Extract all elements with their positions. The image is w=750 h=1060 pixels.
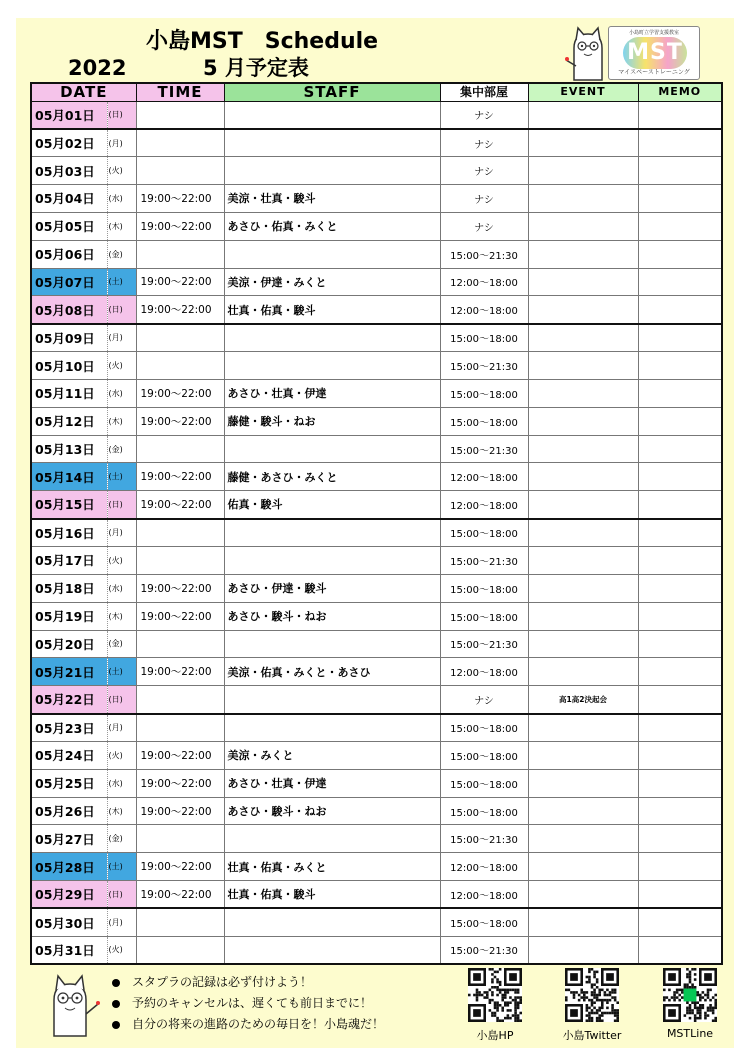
memo-column-header: MEMO — [638, 83, 722, 101]
bullet-icon — [112, 1021, 120, 1029]
weekday-cell: (日) — [107, 491, 136, 519]
year-label: 2022 — [68, 56, 127, 80]
table-row — [31, 212, 722, 240]
memo-cell — [638, 547, 722, 575]
event-cell — [528, 157, 638, 185]
staff-cell — [224, 908, 440, 936]
memo-cell — [638, 825, 722, 853]
time-cell — [136, 352, 224, 380]
cat-mascot-icon — [40, 974, 100, 1038]
room-cell: 15:00～18:00 — [440, 324, 528, 352]
staff-cell: 壮真・佑真・駿斗 — [224, 881, 440, 909]
staff-cell: 藤健・駿斗・ねお — [224, 407, 440, 435]
event-cell — [528, 853, 638, 881]
table-row — [31, 825, 722, 853]
time-cell: 19:00～22:00 — [136, 574, 224, 602]
page-title: 小島MST Schedule — [146, 29, 379, 54]
event-cell — [528, 185, 638, 213]
memo-cell — [638, 797, 722, 825]
table-row — [31, 240, 722, 268]
staff-cell — [224, 714, 440, 742]
room-cell: 15:00～21:30 — [440, 936, 528, 964]
table-row — [31, 491, 722, 519]
table-row — [31, 936, 722, 964]
weekday-cell: (火) — [107, 547, 136, 575]
time-cell — [136, 240, 224, 268]
schedule-table — [30, 82, 723, 965]
room-cell: 12:00～18:00 — [440, 658, 528, 686]
memo-cell — [638, 240, 722, 268]
event-cell — [528, 519, 638, 547]
room-cell: 15:00～18:00 — [440, 797, 528, 825]
staff-cell: あさひ・駿斗・ねお — [224, 602, 440, 630]
event-cell — [528, 129, 638, 157]
staff-cell: あさひ・壮真・伊達 — [224, 769, 440, 797]
table-row — [31, 881, 722, 909]
weekday-cell: (月) — [107, 908, 136, 936]
notes-list — [112, 972, 384, 1035]
memo-cell — [638, 268, 722, 296]
memo-cell — [638, 129, 722, 157]
date-cell: 05月09日 — [31, 324, 107, 352]
weekday-cell: (金) — [107, 825, 136, 853]
staff-cell — [224, 630, 440, 658]
date-cell: 05月15日 — [31, 491, 107, 519]
room-cell: 15:00～18:00 — [440, 519, 528, 547]
time-cell — [136, 936, 224, 964]
staff-cell — [224, 101, 440, 129]
staff-cell: 美涼・佑真・みくと・あさひ — [224, 658, 440, 686]
event-cell — [528, 101, 638, 129]
event-cell — [528, 574, 638, 602]
event-cell — [528, 407, 638, 435]
weekday-cell: (木) — [107, 797, 136, 825]
staff-cell: 美涼・伊達・みくと — [224, 268, 440, 296]
event-cell — [528, 352, 638, 380]
memo-cell — [638, 407, 722, 435]
event-cell — [528, 212, 638, 240]
time-cell — [136, 101, 224, 129]
footer — [30, 968, 721, 1043]
event-cell — [528, 491, 638, 519]
event-cell — [528, 463, 638, 491]
event-cell — [528, 547, 638, 575]
weekday-cell: (金) — [107, 630, 136, 658]
qr-hp[interactable] — [460, 968, 530, 1043]
staff-cell — [224, 240, 440, 268]
weekday-cell: (土) — [107, 463, 136, 491]
event-cell — [528, 881, 638, 909]
staff-cell: 美涼・壮真・駿斗 — [224, 185, 440, 213]
room-cell: 15:00～21:30 — [440, 547, 528, 575]
room-cell: 12:00～18:00 — [440, 463, 528, 491]
weekday-cell: (土) — [107, 268, 136, 296]
room-cell: 15:00～18:00 — [440, 602, 528, 630]
weekday-cell: (月) — [107, 714, 136, 742]
date-cell: 05月21日 — [31, 658, 107, 686]
qr-line[interactable] — [655, 968, 725, 1040]
memo-cell — [638, 853, 722, 881]
table-row — [31, 908, 722, 936]
room-cell: 15:00～18:00 — [440, 741, 528, 769]
qr-label: 小島HP — [476, 1029, 514, 1042]
room-cell: 15:00～21:30 — [440, 435, 528, 463]
qr-code-icon — [468, 968, 522, 1022]
weekday-cell: (月) — [107, 519, 136, 547]
header-row — [31, 83, 722, 101]
memo-cell — [638, 714, 722, 742]
table-row — [31, 407, 722, 435]
staff-column-header: STAFF — [224, 83, 440, 101]
weekday-cell: (水) — [107, 185, 136, 213]
weekday-cell: (木) — [107, 212, 136, 240]
table-row — [31, 324, 722, 352]
qr-code-icon — [663, 968, 717, 1022]
memo-cell — [638, 908, 722, 936]
staff-cell: 壮真・佑真・駿斗 — [224, 296, 440, 324]
date-cell: 05月16日 — [31, 519, 107, 547]
table-row — [31, 741, 722, 769]
month-label: 5 月予定表 — [203, 56, 309, 80]
event-cell — [528, 630, 638, 658]
room-cell: ナシ — [440, 157, 528, 185]
weekday-cell: (木) — [107, 602, 136, 630]
staff-cell: あさひ・駿斗・ねお — [224, 797, 440, 825]
event-cell — [528, 825, 638, 853]
memo-cell — [638, 185, 722, 213]
table-row — [31, 714, 722, 742]
table-row — [31, 129, 722, 157]
weekday-cell: (日) — [107, 881, 136, 909]
room-cell: 15:00～21:30 — [440, 825, 528, 853]
time-cell: 19:00～22:00 — [136, 853, 224, 881]
time-cell: 19:00～22:00 — [136, 212, 224, 240]
time-cell — [136, 630, 224, 658]
room-cell: ナシ — [440, 129, 528, 157]
time-cell — [136, 547, 224, 575]
staff-cell: あさひ・壮真・伊達 — [224, 379, 440, 407]
memo-cell — [638, 435, 722, 463]
table-row — [31, 658, 722, 686]
staff-cell — [224, 324, 440, 352]
date-cell: 05月27日 — [31, 825, 107, 853]
room-cell: 15:00～18:00 — [440, 379, 528, 407]
time-cell: 19:00～22:00 — [136, 268, 224, 296]
time-cell — [136, 714, 224, 742]
logo-box — [608, 26, 700, 80]
memo-cell — [638, 491, 722, 519]
weekday-cell: (水) — [107, 379, 136, 407]
table-row — [31, 101, 722, 129]
memo-cell — [638, 379, 722, 407]
table-row — [31, 547, 722, 575]
staff-cell: あさひ・伊達・駿斗 — [224, 574, 440, 602]
weekday-cell: (日) — [107, 101, 136, 129]
event-column-header: EVENT — [528, 83, 638, 101]
staff-cell: あさひ・佑真・みくと — [224, 212, 440, 240]
staff-cell — [224, 129, 440, 157]
event-cell — [528, 797, 638, 825]
time-cell: 19:00～22:00 — [136, 797, 224, 825]
table-row — [31, 519, 722, 547]
event-cell — [528, 240, 638, 268]
weekday-cell: (土) — [107, 853, 136, 881]
weekday-cell: (日) — [107, 686, 136, 714]
room-cell: 12:00～18:00 — [440, 491, 528, 519]
staff-cell — [224, 435, 440, 463]
logo-mark: MST — [623, 37, 687, 69]
date-cell: 05月23日 — [31, 714, 107, 742]
staff-cell — [224, 352, 440, 380]
event-cell — [528, 936, 638, 964]
memo-cell — [638, 157, 722, 185]
memo-cell — [638, 602, 722, 630]
time-cell — [136, 435, 224, 463]
room-cell: 15:00～18:00 — [440, 714, 528, 742]
room-cell: 12:00～18:00 — [440, 296, 528, 324]
qr-code-icon — [565, 968, 619, 1022]
table-row — [31, 602, 722, 630]
memo-cell — [638, 296, 722, 324]
weekday-cell: (水) — [107, 769, 136, 797]
staff-cell — [224, 157, 440, 185]
room-cell: 15:00～18:00 — [440, 769, 528, 797]
cat-mascot-icon — [564, 26, 612, 82]
event-cell — [528, 658, 638, 686]
memo-cell — [638, 324, 722, 352]
date-cell: 05月12日 — [31, 407, 107, 435]
time-cell: 19:00～22:00 — [136, 463, 224, 491]
event-cell — [528, 908, 638, 936]
time-cell — [136, 686, 224, 714]
table-row — [31, 769, 722, 797]
weekday-cell: (金) — [107, 240, 136, 268]
memo-cell — [638, 936, 722, 964]
memo-cell — [638, 769, 722, 797]
weekday-cell: (月) — [107, 324, 136, 352]
memo-cell — [638, 881, 722, 909]
table-row — [31, 797, 722, 825]
event-cell — [528, 296, 638, 324]
date-cell: 05月22日 — [31, 686, 107, 714]
date-cell: 05月31日 — [31, 936, 107, 964]
event-cell — [528, 268, 638, 296]
date-cell: 05月02日 — [31, 129, 107, 157]
weekday-cell: (月) — [107, 129, 136, 157]
note-item: 予約のキャンセルは、遅くても前日までに！ — [112, 993, 384, 1014]
time-cell: 19:00～22:00 — [136, 769, 224, 797]
memo-cell — [638, 101, 722, 129]
date-column-header: DATE — [31, 83, 136, 101]
room-cell: 15:00～21:30 — [440, 352, 528, 380]
note-item: スタプラの記録は必ず付けよう！ — [112, 972, 384, 993]
room-cell: 12:00～18:00 — [440, 268, 528, 296]
room-cell: 15:00～21:30 — [440, 630, 528, 658]
time-cell: 19:00～22:00 — [136, 491, 224, 519]
staff-cell — [224, 519, 440, 547]
weekday-cell: (土) — [107, 658, 136, 686]
time-cell — [136, 908, 224, 936]
date-cell: 05月10日 — [31, 352, 107, 380]
event-cell — [528, 741, 638, 769]
table-row — [31, 463, 722, 491]
room-cell: ナシ — [440, 185, 528, 213]
date-cell: 05月03日 — [31, 157, 107, 185]
table-row — [31, 296, 722, 324]
logo-subtitle: マイスペーストレーニング — [618, 69, 690, 76]
room-cell: 12:00～18:00 — [440, 853, 528, 881]
weekday-cell: (木) — [107, 407, 136, 435]
event-cell — [528, 324, 638, 352]
room-cell: 15:00～21:30 — [440, 240, 528, 268]
weekday-cell: (金) — [107, 435, 136, 463]
bullet-icon — [112, 979, 120, 987]
time-cell — [136, 825, 224, 853]
qr-label: MSTLine — [666, 1027, 714, 1040]
time-cell: 19:00～22:00 — [136, 741, 224, 769]
date-cell: 05月07日 — [31, 268, 107, 296]
memo-cell — [638, 630, 722, 658]
table-row — [31, 352, 722, 380]
table-row — [31, 268, 722, 296]
event-cell — [528, 435, 638, 463]
date-cell: 05月17日 — [31, 547, 107, 575]
time-cell: 19:00～22:00 — [136, 658, 224, 686]
weekday-cell: (水) — [107, 574, 136, 602]
room-cell: ナシ — [440, 686, 528, 714]
logo-org-text: 小島町立学習支援教室 — [628, 30, 679, 36]
time-cell: 19:00～22:00 — [136, 602, 224, 630]
time-cell — [136, 324, 224, 352]
table-row — [31, 185, 722, 213]
event-cell — [528, 769, 638, 797]
time-cell: 19:00～22:00 — [136, 379, 224, 407]
schedule-rows — [31, 101, 722, 964]
table-row — [31, 630, 722, 658]
weekday-cell: (火) — [107, 741, 136, 769]
event-cell — [528, 379, 638, 407]
date-cell: 05月14日 — [31, 463, 107, 491]
date-cell: 05月25日 — [31, 769, 107, 797]
time-cell — [136, 519, 224, 547]
bullet-icon — [112, 1000, 120, 1008]
weekday-cell: (火) — [107, 936, 136, 964]
table-row — [31, 853, 722, 881]
staff-cell: 藤健・あさひ・みくと — [224, 463, 440, 491]
staff-cell: 壮真・佑真・みくと — [224, 853, 440, 881]
room-cell: 15:00～18:00 — [440, 574, 528, 602]
room-cell: ナシ — [440, 212, 528, 240]
time-cell: 19:00～22:00 — [136, 296, 224, 324]
date-cell: 05月29日 — [31, 881, 107, 909]
qr-label: 小島Twitter — [562, 1029, 622, 1042]
date-cell: 05月04日 — [31, 185, 107, 213]
weekday-cell: (火) — [107, 157, 136, 185]
room-cell: 15:00～18:00 — [440, 407, 528, 435]
memo-cell — [638, 741, 722, 769]
time-cell — [136, 129, 224, 157]
staff-cell: 佑真・駿斗 — [224, 491, 440, 519]
date-cell: 05月01日 — [31, 101, 107, 129]
date-cell: 05月28日 — [31, 853, 107, 881]
event-cell — [528, 602, 638, 630]
time-cell: 19:00～22:00 — [136, 407, 224, 435]
date-cell: 05月08日 — [31, 296, 107, 324]
event-cell: 高1高2決起会 — [528, 686, 638, 714]
staff-cell — [224, 936, 440, 964]
room-cell: 12:00～18:00 — [440, 881, 528, 909]
time-column-header: TIME — [136, 83, 224, 101]
memo-cell — [638, 463, 722, 491]
note-item: 自分の将来の進路のための毎日を！小島魂だ！ — [112, 1014, 384, 1035]
staff-cell — [224, 686, 440, 714]
memo-cell — [638, 574, 722, 602]
table-row — [31, 574, 722, 602]
date-cell: 05月13日 — [31, 435, 107, 463]
date-cell: 05月24日 — [31, 741, 107, 769]
table-row — [31, 435, 722, 463]
schedule-page — [16, 18, 734, 1048]
date-cell: 05月26日 — [31, 797, 107, 825]
time-cell: 19:00～22:00 — [136, 185, 224, 213]
memo-cell — [638, 658, 722, 686]
date-cell: 05月20日 — [31, 630, 107, 658]
staff-cell: 美涼・みくと — [224, 741, 440, 769]
month-title — [68, 52, 309, 82]
staff-cell — [224, 547, 440, 575]
date-cell: 05月19日 — [31, 602, 107, 630]
table-row — [31, 379, 722, 407]
room-column-header: 集中部屋 — [440, 83, 528, 101]
time-cell: 19:00～22:00 — [136, 881, 224, 909]
date-cell: 05月18日 — [31, 574, 107, 602]
table-row — [31, 157, 722, 185]
time-cell — [136, 157, 224, 185]
table-row — [31, 686, 722, 714]
date-cell: 05月11日 — [31, 379, 107, 407]
event-cell — [528, 714, 638, 742]
mst-logo — [564, 22, 702, 82]
staff-cell — [224, 825, 440, 853]
room-cell: 15:00～18:00 — [440, 908, 528, 936]
qr-twitter[interactable] — [557, 968, 627, 1043]
weekday-cell: (火) — [107, 352, 136, 380]
date-cell: 05月06日 — [31, 240, 107, 268]
date-cell: 05月30日 — [31, 908, 107, 936]
memo-cell — [638, 686, 722, 714]
memo-cell — [638, 212, 722, 240]
date-cell: 05月05日 — [31, 212, 107, 240]
memo-cell — [638, 519, 722, 547]
memo-cell — [638, 352, 722, 380]
room-cell: ナシ — [440, 101, 528, 129]
weekday-cell: (日) — [107, 296, 136, 324]
